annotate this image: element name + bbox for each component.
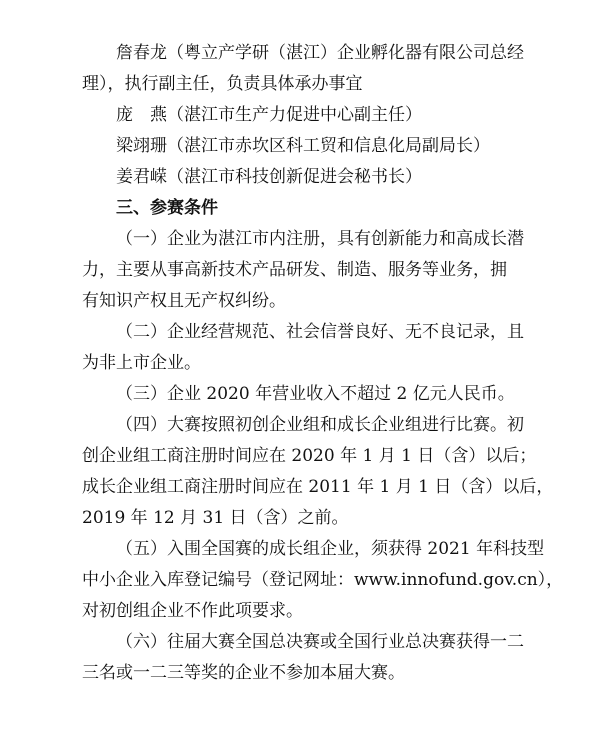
text-line: 三名或一二三等奖的企业不参加本届大赛。 <box>82 663 405 683</box>
text-line: 对初创组企业不作此项要求。 <box>82 601 303 621</box>
document-body <box>82 38 564 689</box>
text-line: （三）企业 2020 年营业收入不超过 2 亿元人民币。 <box>116 384 515 404</box>
text-line: （五）入围全国赛的成长组企业，须获得 2021 年科技型 <box>116 539 545 559</box>
text-line: 詹春龙（粤立产学研（湛江）企业孵化器有限公司总经 <box>116 43 524 63</box>
text-line: 创企业组工商注册时间应在 2020 年 1 月 1 日（含）以后； <box>82 446 537 466</box>
text-line: 庞 燕（湛江市生产力促进中心副主任） <box>116 105 422 125</box>
text-line: 力，主要从事高新技术产品研发、制造、服务等业务，拥 <box>82 260 507 280</box>
text-line: （二）企业经营规范、社会信誉良好、无不良记录，且 <box>116 322 524 342</box>
text-line: 中小企业入库登记编号（登记网址：www.innofund.gov.cn）， <box>82 570 564 590</box>
section-heading: 三、参赛条件 <box>116 198 218 218</box>
text-line: 梁翊珊（湛江市赤坎区科工贸和信息化局副局长） <box>116 136 490 156</box>
text-line: 为非上市企业。 <box>82 353 201 373</box>
text-line: 2019 年 12 月 31 日（含）之前。 <box>82 508 349 528</box>
text-line: 有知识产权且无产权纠纷。 <box>82 291 286 311</box>
text-line: （四）大赛按照初创企业组和成长企业组进行比赛。初 <box>116 415 524 435</box>
text-line: （一）企业为湛江市内注册，具有创新能力和高成长潜 <box>116 229 524 249</box>
text-line: （六）往届大赛全国总决赛或全国行业总决赛获得一二 <box>116 632 524 652</box>
text-line: 理），执行副主任，负责具体承办事宜 <box>82 74 363 94</box>
text-line: 姜君嵘（湛江市科技创新促进会秘书长） <box>116 167 422 187</box>
text-line: 成长企业组工商注册时间应在 2011 年 1 月 1 日（含）以后， <box>82 477 554 497</box>
